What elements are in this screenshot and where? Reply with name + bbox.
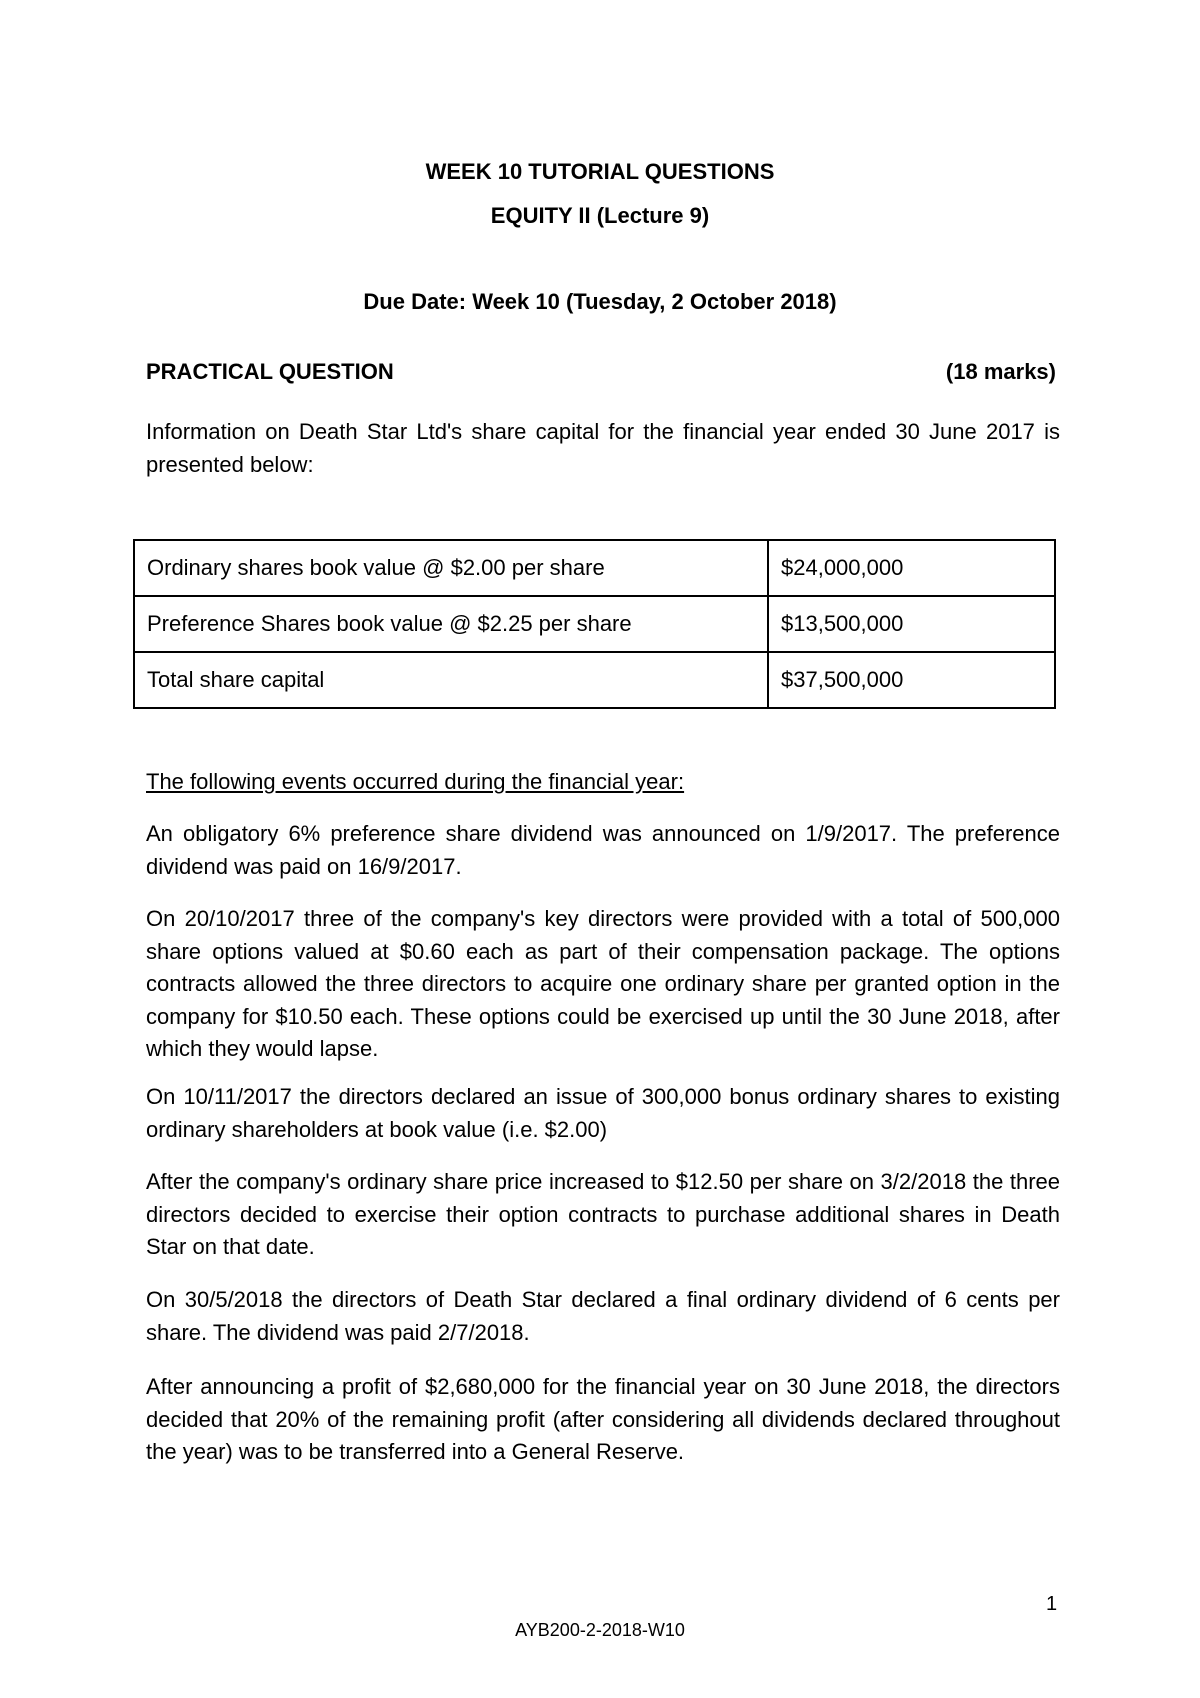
document-title: WEEK 10 TUTORIAL QUESTIONS (425, 159, 775, 184)
footer-code: AYB200-2-2018-W10 (515, 1620, 685, 1640)
practical-question-label: PRACTICAL QUESTION (146, 359, 394, 384)
table-cell-value: $13,500,000 (768, 596, 1055, 652)
practical-question-heading (146, 358, 1056, 386)
table-cell-value: $24,000,000 (768, 540, 1055, 596)
table-row (134, 652, 1055, 708)
event-paragraph-4: After the company's ordinary share price increased to $12.50 per share on 3/2/2018 the three directors decided to exercise their option contracts to purchase additional shares in Death Star on that date. (146, 1169, 1060, 1259)
event-paragraph-3: On 10/11/2017 the directors declared an issue of 300,000 bonus ordinary shares to existing ordinary shareholders at book value (i.e. $2.00) (146, 1084, 1060, 1142)
event-paragraph-5: On 30/5/2018 the directors of Death Star declared a final ordinary dividend of 6 cents per share. The dividend was paid 2/7/2018. (146, 1287, 1060, 1345)
marks-label: (18 marks) (945, 359, 1056, 384)
table-cell-label: Ordinary shares book value @ $2.00 per share (134, 540, 768, 596)
table-cell-value: $37,500,000 (768, 652, 1055, 708)
event-paragraph-1: An obligatory 6% preference share dividend was announced on 1/9/2017. The preference dividend was paid on 16/9/2017. (146, 821, 1060, 879)
due-date: Due Date: Week 10 (Tuesday, 2 October 2018) (363, 289, 837, 314)
table-row (134, 540, 1055, 596)
table-row (134, 596, 1055, 652)
page-number: 1 (1046, 1593, 1058, 1615)
events-heading: The following events occurred during the financial year: (146, 769, 685, 794)
event-paragraph-6: After announcing a profit of $2,680,000 for the financial year on 30 June 2018, the directors decided that 20% of the remaining profit (after considering all dividends declared throughout the year) was to be transferred into a General Reserve. (146, 1374, 1060, 1464)
share-capital-table (133, 539, 1056, 709)
table-cell-label: Preference Shares book value @ $2.25 per share (134, 596, 768, 652)
intro-paragraph: Information on Death Star Ltd's share capital for the financial year ended 30 June 2017 is presented below: (146, 419, 1060, 477)
table-cell-label: Total share capital (134, 652, 768, 708)
document-subtitle: EQUITY II (Lecture 9) (490, 203, 710, 228)
event-paragraph-2: On 20/10/2017 three of the company's key directors were provided with a total of 500,000 share options valued at $0.60 each as part of their compensation package. The options contracts allowed the three directors to acquire one ordinary share per granted option in the company for $10.50 each. These options could be exercised up until the 30 June 2018, after which they would lapse. (146, 906, 1060, 1061)
